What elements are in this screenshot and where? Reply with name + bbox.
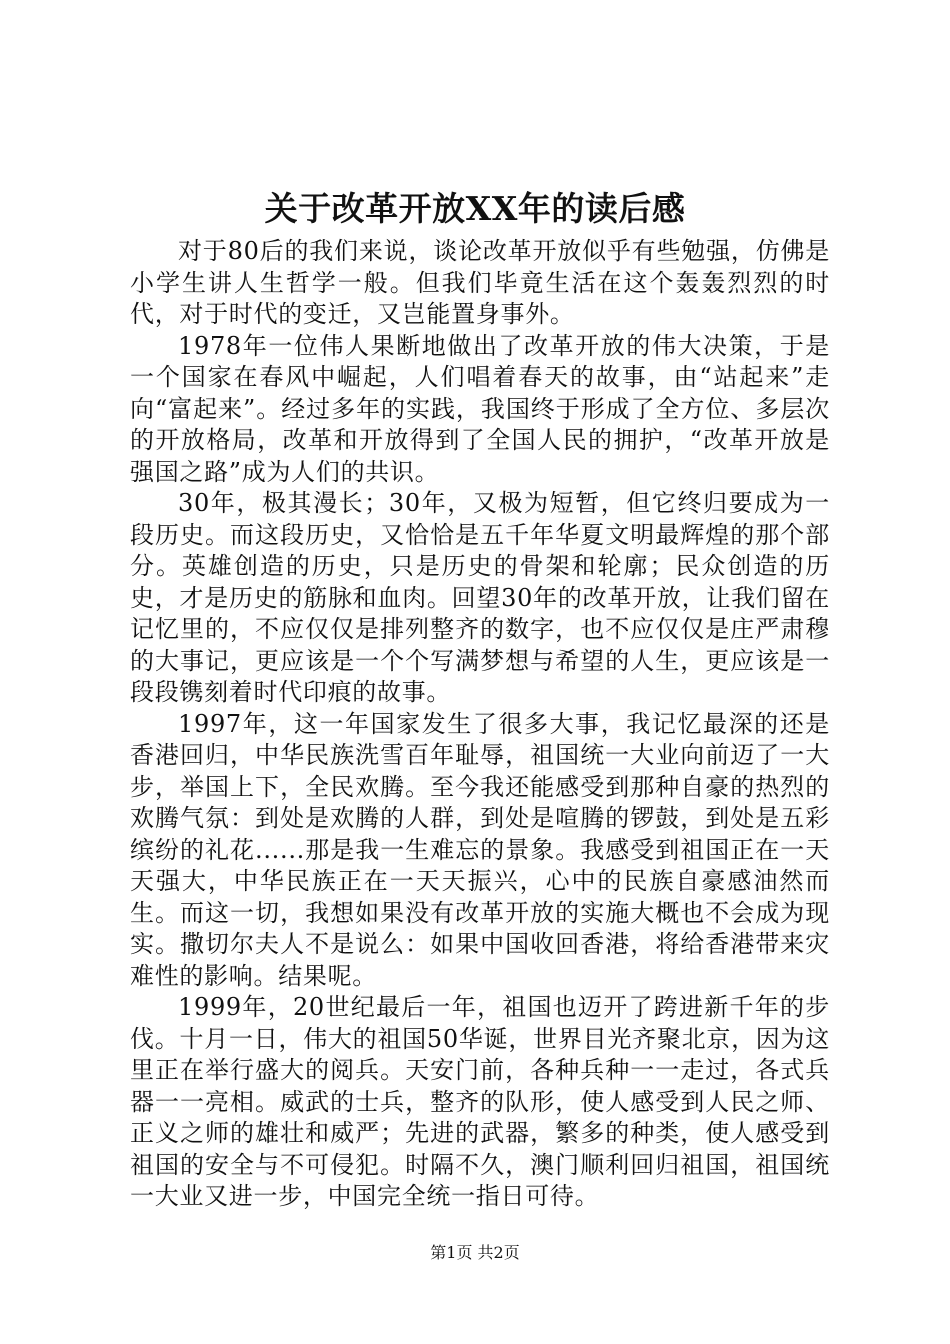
page-footer: 第1页 共2页 bbox=[430, 1243, 520, 1262]
paragraph-3: 30年，极其漫长；30年，又极为短暂，但它终归要成为一段历史。而这段历史，又恰恰是五千年华夏文明最辉煌的那个部分。英雄创造的历史，只是历史的骨架和轮廓；民众创造的历史，才是历史的筋脉和血肉。回望30年的改革开放，让我们留在记忆里的，不应仅仅是排列整齐的数字，也不应仅仅是庄严肃穆的大事记，更应该是一个个写满梦想与希望的人生，更应该是一段段镌刻着时代印痕的故事。 bbox=[130, 489, 830, 706]
document-title: 关于改革开放XX年的读后感 bbox=[264, 189, 686, 228]
paragraph-2: 1978年一位伟人果断地做出了改革开放的伟大决策，于是一个国家在春风中崛起，人们唱着春天的故事，由“站起来”走向“富起来”。经过多年的实践，我国终于形成了全方位、多层次的开放格局，改革和开放得到了全国人民的拥护，“改革开放是强国之路”成为人们的共识。 bbox=[130, 331, 830, 486]
document-body bbox=[130, 236, 830, 1213]
paragraph-1: 对于80后的我们来说，谈论改革开放似乎有些勉强，仿佛是小学生讲人生哲学一般。但我们毕竟生活在这个轰轰烈烈的时代，对于时代的变迁，又岂能置身事外。 bbox=[130, 237, 830, 328]
paragraph-5: 1999年，20世纪最后一年，祖国也迈开了跨进新千年的步伐。十月一日，伟大的祖国50华诞，世界目光齐聚北京，因为这里正在举行盛大的阅兵。天安门前，各种兵种一一走过，各式兵器一一亮相。威武的士兵，整齐的队形，使人感受到人民之师、正义之师的雄壮和威严；先进的武器，繁多的种类，使人感受到祖国的安全与不可侵犯。时隔不久，澳门顺利回归祖国，祖国统一大业又进一步，中国完全统一指日可待。 bbox=[130, 993, 830, 1210]
paragraph-4: 1997年，这一年国家发生了很多大事，我记忆最深的还是香港回归，中华民族洗雪百年耻辱，祖国统一大业向前迈了一大步，举国上下，全民欢腾。至今我还能感受到那种自豪的热烈的欢腾气氛：到处是欢腾的人群，到处是喧腾的锣鼓，到处是五彩缤纷的礼花......那是我一生难忘的景象。我感受到祖国正在一天天强大，中华民族正在一天天振兴，心中的民族自豪感油然而生。而这一切，我想如果没有改革开放的实施大概也不会成为现实。撒切尔夫人不是说么：如果中国收回香港，将给香港带来灾难性的影响。结果呢。 bbox=[130, 709, 830, 990]
